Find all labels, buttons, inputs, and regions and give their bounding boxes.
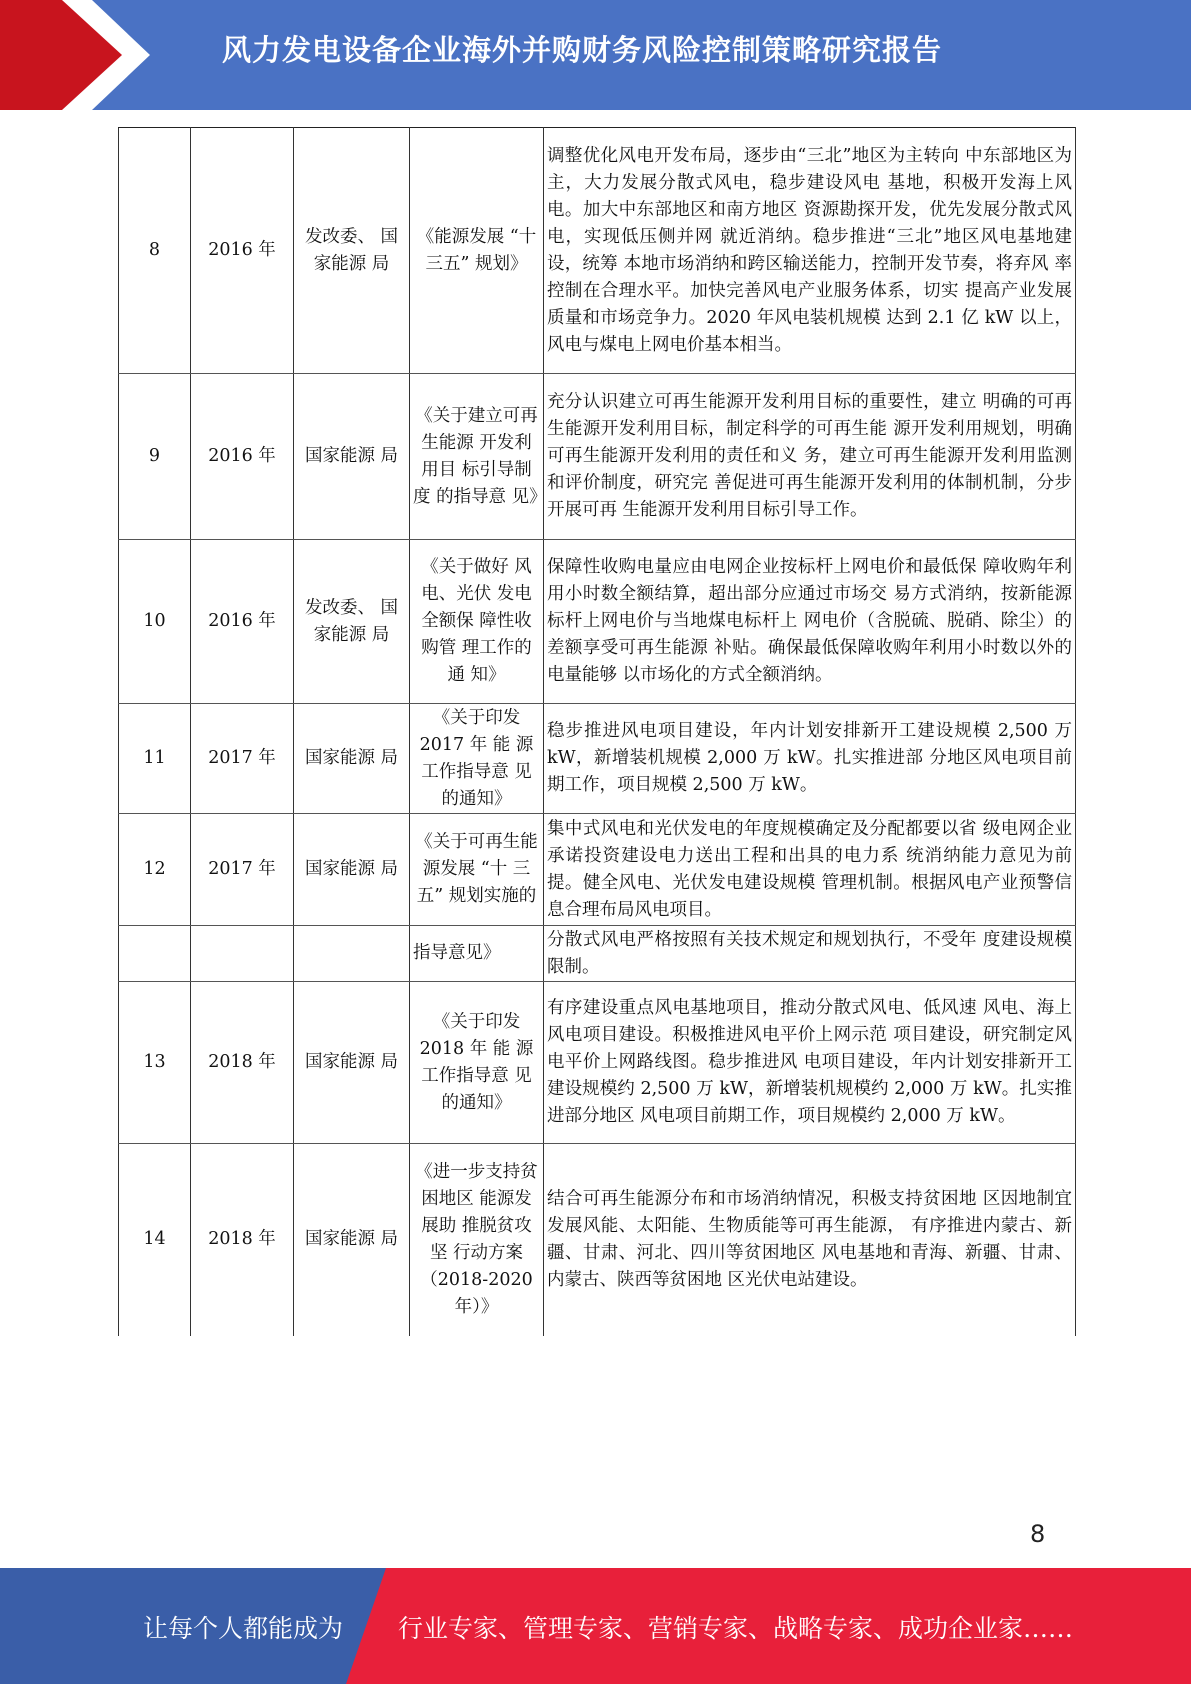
row-number: 9 — [119, 374, 191, 540]
row-department — [294, 926, 410, 982]
row-document: 《关于印发 2018 年 能 源 工作指导意 见的通知》 — [410, 982, 544, 1144]
row-content: 结合可再生能源分布和市场消纳情况，积极支持贫困地 区因地制宜发展风能、太阳能、生物质能等可再生能源， 有序推进内蒙古、新疆、甘肃、河北、四川等贫困地区 风电基地和青海、新疆、甘肃、内蒙古、陕西等贫困地 区光伏电站建设。 — [544, 1144, 1076, 1336]
table-row — [119, 926, 1076, 982]
row-year: 2018 年 — [191, 982, 294, 1144]
row-year: 2016 年 — [191, 540, 294, 704]
row-content: 充分认识建立可再生能源开发利用目标的重要性，建立 明确的可再生能源开发利用目标，制定科学的可再生能 源开发利用规划，明确可再生能源开发利用的责任和义 务，建立可再生能源开发利用监测和评价制度，研究完 善促进可再生能源开发利用的体制机制，分步开展可再 生能源开发利用目标引导工作。 — [544, 374, 1076, 540]
row-number: 11 — [119, 704, 191, 814]
row-number: 13 — [119, 982, 191, 1144]
document-title: 风力发电设备企业海外并购财务风险控制策略研究报告 — [222, 33, 943, 67]
policy-table-container — [118, 127, 1075, 1336]
row-number: 14 — [119, 1144, 191, 1336]
row-department: 发改委、 国家能源 局 — [294, 540, 410, 704]
row-content: 分散式风电严格按照有关技术规定和规划执行，不受年 度建设规模限制。 — [544, 926, 1076, 982]
footer-slogan-left: 让每个人都能成为 — [143, 1614, 344, 1643]
table-row — [119, 982, 1076, 1144]
page-number: 8 — [1030, 1520, 1046, 1548]
row-year: 2017 年 — [191, 704, 294, 814]
row-department: 发改委、 国家能源 局 — [294, 128, 410, 374]
row-content: 调整优化风电开发布局，逐步由“三北”地区为主转向 中东部地区为主，大力发展分散式风电，稳步建设风电 基地，积极开发海上风电。加大中东部地区和南方地区 资源勘探开发，优先发展分散式风电，实现低压侧并网 就近消纳。稳步推进“三北”地区风电基地建设，统筹 本地市场消纳和跨区输送能力，控制开发节奏，将弃风 率控制在合理水平。加快完善风电产业服务体系，切实 提高产业发展质量和市场竞争力。2020 年风电装机规模 达到 2.1 亿 kW 以上，风电与煤电上网电价基本相当。 — [544, 128, 1076, 374]
row-document: 指导意见》 — [410, 926, 544, 982]
row-department: 国家能源 局 — [294, 1144, 410, 1336]
table-row — [119, 128, 1076, 374]
row-year: 2016 年 — [191, 374, 294, 540]
row-year — [191, 926, 294, 982]
row-content: 有序建设重点风电基地项目，推动分散式风电、低风速 风电、海上风电项目建设。积极推进风电平价上网示范 项目建设，研究制定风电平价上网路线图。稳步推进风 电项目建设，年内计划安排新开工建设规模约 2,500 万 kW，新增装机规模约 2,000 万 kW。扎实推进部分地区 风电项目前期工作，项目规模约 2,000 万 kW。 — [544, 982, 1076, 1144]
table-row — [119, 1144, 1076, 1336]
row-document: 《关于建立可再生能源 开发利用目 标引导制度 的指导意 见》 — [410, 374, 544, 540]
row-department: 国家能源 局 — [294, 814, 410, 926]
row-content: 保障性收购电量应由电网企业按标杆上网电价和最低保 障收购年利用小时数全额结算，超出部分应通过市场交 易方式消纳，按新能源标杆上网电价与当地煤电标杆上 网电价（含脱硫、脱硝、除尘）的差额享受可再生能源 补贴。确保最低保障收购年利用小时数以外的电量能够 以市场化的方式全额消纳。 — [544, 540, 1076, 704]
row-document: 《能源发展 “十三五” 规划》 — [410, 128, 544, 374]
footer-slogan-right: 行业专家、管理专家、营销专家、战略专家、成功企业家…… — [398, 1614, 1074, 1643]
row-content: 集中式风电和光伏发电的年度规模确定及分配都要以省 级电网企业承诺投资建设电力送出工程和出具的电力系 统消纳能力意见为前提。健全风电、光伏发电建设规模 管理机制。根据风电产业预警信息合理布局风电项目。 — [544, 814, 1076, 926]
row-department: 国家能源 局 — [294, 374, 410, 540]
page-header — [0, 0, 1191, 110]
table-row — [119, 374, 1076, 540]
chevron-arrow-icon — [0, 0, 160, 110]
row-number: 12 — [119, 814, 191, 926]
row-department: 国家能源 局 — [294, 982, 410, 1144]
table-row — [119, 540, 1076, 704]
row-year: 2018 年 — [191, 1144, 294, 1336]
row-department: 国家能源 局 — [294, 704, 410, 814]
row-number: 8 — [119, 128, 191, 374]
row-document: 《关于印发 2017 年 能 源 工作指导意 见的通知》 — [410, 704, 544, 814]
row-document: 《关于做好 风电、光伏 发电全额保 障性收购管 理工作的通 知》 — [410, 540, 544, 704]
row-year: 2016 年 — [191, 128, 294, 374]
row-content: 稳步推进风电项目建设，年内计划安排新开工建设规模 2,500 万 kW，新增装机规模 2,000 万 kW。扎实推进部 分地区风电项目前期工作，项目规模 2,500 万 kW。 — [544, 704, 1076, 814]
row-year: 2017 年 — [191, 814, 294, 926]
row-document: 《关于可再生能源发展 “十 三 五” 规划实施的 — [410, 814, 544, 926]
table-row — [119, 814, 1076, 926]
row-number: 10 — [119, 540, 191, 704]
row-number — [119, 926, 191, 982]
policy-table — [118, 127, 1076, 1336]
page-footer — [0, 1568, 1191, 1684]
row-document: 《进一步支持贫困地区 能源发展助 推脱贫攻坚 行动方案 （2018-2020 年）》 — [410, 1144, 544, 1336]
table-row — [119, 704, 1076, 814]
